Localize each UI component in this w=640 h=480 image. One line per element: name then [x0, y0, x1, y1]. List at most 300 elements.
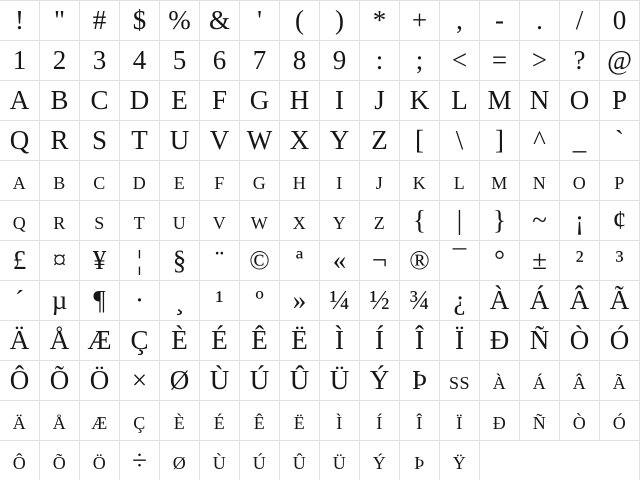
character-cell[interactable] — [400, 321, 440, 361]
glyph: G — [252, 173, 267, 193]
glyph: À — [492, 373, 507, 393]
character-cell[interactable] — [320, 441, 360, 480]
glyph: Í — [375, 325, 384, 355]
character-cell[interactable] — [320, 1, 360, 41]
character-cell[interactable] — [600, 81, 640, 121]
glyph: © — [249, 245, 270, 275]
glyph: × — [131, 365, 148, 395]
character-cell[interactable] — [200, 121, 240, 161]
character-cell[interactable] — [200, 321, 240, 361]
glyph: À — [489, 285, 510, 315]
glyph: Ò — [572, 413, 587, 433]
character-cell[interactable] — [440, 401, 480, 441]
character-cell[interactable] — [440, 321, 480, 361]
character-cell[interactable] — [440, 241, 480, 281]
character-cell[interactable] — [400, 281, 440, 321]
character-cell[interactable] — [360, 401, 400, 441]
glyph: Ô — [12, 453, 27, 473]
character-cell[interactable] — [240, 161, 280, 201]
character-cell[interactable] — [360, 81, 400, 121]
empty-cells-region — [480, 441, 640, 480]
glyph: Y — [329, 125, 350, 155]
glyph: H — [292, 173, 307, 193]
character-cell[interactable] — [240, 241, 280, 281]
character-cell[interactable] — [80, 1, 120, 41]
glyph: Ð — [489, 325, 510, 355]
glyph: ° — [494, 245, 505, 275]
character-cell[interactable] — [240, 281, 280, 321]
character-cell[interactable] — [160, 321, 200, 361]
glyph: Ï — [455, 325, 464, 355]
character-cell[interactable] — [600, 201, 640, 241]
character-cell[interactable] — [480, 401, 520, 441]
glyph: _ — [572, 125, 587, 155]
character-cell[interactable] — [280, 41, 320, 81]
character-cell[interactable] — [360, 241, 400, 281]
glyph: Ü — [329, 365, 350, 395]
character-cell[interactable] — [560, 41, 600, 81]
character-cell[interactable] — [0, 121, 40, 161]
character-cell[interactable] — [560, 361, 600, 401]
character-cell[interactable] — [480, 241, 520, 281]
glyph: B — [53, 173, 66, 193]
character-cell[interactable] — [240, 321, 280, 361]
glyph: E — [173, 173, 186, 193]
glyph: A — [12, 173, 27, 193]
character-cell[interactable] — [160, 81, 200, 121]
glyph: O — [569, 85, 590, 115]
character-cell[interactable] — [560, 281, 600, 321]
glyph: Þ — [414, 453, 425, 473]
glyph: SS — [448, 373, 471, 393]
glyph: 3 — [92, 45, 107, 75]
character-cell[interactable] — [240, 441, 280, 480]
character-cell[interactable] — [40, 441, 80, 480]
glyph: ² — [575, 245, 584, 275]
character-cell[interactable] — [160, 41, 200, 81]
glyph: ? — [573, 45, 586, 75]
character-cell[interactable] — [160, 361, 200, 401]
glyph: ¿ — [453, 285, 466, 315]
character-cell[interactable] — [80, 201, 120, 241]
character-cell[interactable] — [400, 241, 440, 281]
glyph: Á — [529, 285, 550, 315]
character-cell[interactable] — [120, 401, 160, 441]
glyph: X — [292, 213, 307, 233]
glyph: ³ — [615, 245, 624, 275]
glyph: È — [173, 413, 186, 433]
glyph: Å — [49, 325, 70, 355]
character-cell[interactable] — [360, 41, 400, 81]
character-cell[interactable] — [480, 1, 520, 41]
character-cell[interactable] — [240, 41, 280, 81]
character-cell[interactable] — [0, 401, 40, 441]
character-cell[interactable] — [0, 41, 40, 81]
character-cell[interactable] — [120, 241, 160, 281]
glyph: 8 — [292, 45, 307, 75]
glyph: U — [169, 125, 190, 155]
character-cell[interactable] — [40, 241, 80, 281]
character-cell[interactable] — [80, 321, 120, 361]
glyph: Y — [332, 213, 347, 233]
character-cell[interactable] — [480, 281, 520, 321]
character-cell[interactable] — [520, 361, 560, 401]
character-cell[interactable] — [200, 81, 240, 121]
glyph: K — [409, 85, 430, 115]
glyph: Ä — [12, 413, 27, 433]
glyph: G — [249, 85, 270, 115]
character-cell[interactable] — [400, 201, 440, 241]
character-cell[interactable] — [80, 361, 120, 401]
character-cell[interactable] — [160, 441, 200, 480]
character-cell[interactable] — [320, 81, 360, 121]
glyph: D — [129, 85, 150, 115]
character-cell[interactable] — [600, 41, 640, 81]
glyph: Ý — [369, 365, 390, 395]
character-cell[interactable] — [280, 161, 320, 201]
glyph: 6 — [212, 45, 227, 75]
character-cell[interactable] — [600, 401, 640, 441]
character-cell[interactable] — [560, 161, 600, 201]
character-cell[interactable] — [520, 161, 560, 201]
character-cell[interactable] — [320, 361, 360, 401]
glyph: Ï — [456, 413, 463, 433]
character-cell[interactable] — [360, 441, 400, 480]
character-cell[interactable] — [480, 121, 520, 161]
glyph: µ — [51, 285, 68, 315]
character-cell[interactable] — [200, 161, 240, 201]
glyph: ; — [415, 45, 424, 75]
character-cell[interactable] — [480, 361, 520, 401]
glyph: Ñ — [532, 413, 547, 433]
character-cell[interactable] — [560, 321, 600, 361]
glyph: Ò — [569, 325, 590, 355]
glyph: W — [246, 125, 273, 155]
character-cell[interactable] — [560, 401, 600, 441]
character-cell[interactable] — [200, 1, 240, 41]
character-cell[interactable] — [240, 401, 280, 441]
character-cell[interactable] — [160, 121, 200, 161]
character-cell[interactable] — [0, 1, 40, 41]
glyph: C — [90, 85, 109, 115]
character-cell[interactable] — [0, 281, 40, 321]
character-cell[interactable] — [280, 401, 320, 441]
character-cell[interactable] — [400, 81, 440, 121]
glyph: Ê — [253, 413, 266, 433]
character-cell[interactable] — [360, 281, 400, 321]
character-cell[interactable] — [480, 41, 520, 81]
character-cell[interactable] — [320, 401, 360, 441]
character-cell[interactable] — [600, 161, 640, 201]
character-cell[interactable] — [600, 361, 640, 401]
glyph: / — [575, 5, 584, 35]
glyph: R — [50, 125, 69, 155]
character-cell[interactable] — [520, 1, 560, 41]
character-cell[interactable] — [560, 241, 600, 281]
character-cell[interactable] — [240, 1, 280, 41]
character-cell[interactable] — [160, 281, 200, 321]
character-cell[interactable] — [80, 121, 120, 161]
character-cell[interactable] — [40, 401, 80, 441]
character-cell[interactable] — [200, 401, 240, 441]
character-cell[interactable] — [280, 1, 320, 41]
glyph: ^ — [533, 125, 546, 155]
glyph: U — [172, 213, 187, 233]
glyph: Ü — [332, 453, 347, 473]
glyph: V — [212, 213, 227, 233]
character-cell[interactable] — [120, 321, 160, 361]
glyph: J — [375, 173, 384, 193]
character-cell[interactable] — [160, 161, 200, 201]
glyph: ¦ — [136, 245, 143, 275]
character-cell[interactable] — [120, 441, 160, 480]
glyph: Ù — [212, 453, 227, 473]
character-cell[interactable] — [240, 121, 280, 161]
character-cell[interactable] — [80, 241, 120, 281]
glyph: Ê — [251, 325, 268, 355]
character-cell[interactable] — [120, 281, 160, 321]
glyph: · — [135, 285, 144, 315]
glyph: | — [456, 205, 463, 235]
glyph: ¤ — [52, 245, 67, 275]
character-cell[interactable] — [560, 201, 600, 241]
glyph: ¯ — [452, 245, 467, 275]
glyph: F — [214, 173, 225, 193]
glyph: " — [53, 5, 66, 35]
character-cell[interactable] — [600, 321, 640, 361]
character-cell[interactable] — [40, 81, 80, 121]
character-cell[interactable] — [520, 201, 560, 241]
character-cell[interactable] — [80, 281, 120, 321]
glyph: R — [53, 213, 66, 233]
character-cell[interactable] — [0, 81, 40, 121]
character-cell[interactable] — [240, 81, 280, 121]
character-cell[interactable] — [280, 281, 320, 321]
character-cell[interactable] — [520, 41, 560, 81]
glyph: L — [453, 173, 466, 193]
glyph: ÷ — [132, 445, 147, 475]
character-cell[interactable] — [160, 401, 200, 441]
character-cell[interactable] — [320, 241, 360, 281]
character-cell[interactable] — [120, 121, 160, 161]
character-cell[interactable] — [520, 281, 560, 321]
character-cell[interactable] — [240, 361, 280, 401]
character-cell[interactable] — [120, 361, 160, 401]
character-cell[interactable] — [0, 441, 40, 480]
character-cell[interactable] — [560, 81, 600, 121]
glyph: D — [132, 173, 147, 193]
glyph: ¶ — [93, 285, 106, 315]
character-cell[interactable] — [520, 121, 560, 161]
glyph: S — [91, 125, 108, 155]
character-cell[interactable] — [200, 41, 240, 81]
glyph: ¢ — [612, 205, 627, 235]
character-cell[interactable] — [440, 41, 480, 81]
glyph: I — [335, 85, 344, 115]
character-cell[interactable] — [520, 81, 560, 121]
character-cell[interactable] — [200, 441, 240, 480]
glyph: J — [374, 85, 385, 115]
glyph: Å — [52, 413, 67, 433]
glyph: Õ — [49, 365, 70, 395]
character-cell[interactable] — [0, 321, 40, 361]
character-cell[interactable] — [600, 281, 640, 321]
character-cell[interactable] — [40, 281, 80, 321]
character-cell[interactable] — [360, 201, 400, 241]
character-cell[interactable] — [400, 441, 440, 480]
glyph: Ó — [609, 325, 630, 355]
character-cell[interactable] — [480, 321, 520, 361]
glyph: % — [168, 5, 191, 35]
character-cell[interactable] — [440, 1, 480, 41]
character-cell[interactable] — [360, 321, 400, 361]
glyph: @ — [607, 45, 632, 75]
character-cell[interactable] — [0, 161, 40, 201]
glyph: P — [611, 85, 628, 115]
character-cell[interactable] — [40, 361, 80, 401]
character-cell[interactable] — [360, 121, 400, 161]
character-cell[interactable] — [120, 201, 160, 241]
glyph: Õ — [52, 453, 67, 473]
character-cell[interactable] — [40, 201, 80, 241]
glyph: « — [332, 245, 347, 275]
character-cell[interactable] — [120, 41, 160, 81]
glyph: Ô — [9, 365, 30, 395]
character-cell[interactable] — [400, 161, 440, 201]
character-cell[interactable] — [600, 121, 640, 161]
character-cell[interactable] — [360, 361, 400, 401]
character-cell[interactable] — [480, 161, 520, 201]
character-cell[interactable] — [160, 1, 200, 41]
character-cell[interactable] — [320, 321, 360, 361]
glyph: Z — [371, 125, 388, 155]
character-cell[interactable] — [520, 401, 560, 441]
character-cell[interactable] — [600, 241, 640, 281]
character-cell[interactable] — [40, 161, 80, 201]
character-cell[interactable] — [320, 201, 360, 241]
glyph: ( — [295, 5, 304, 35]
glyph: { — [413, 205, 426, 235]
glyph: Ë — [293, 413, 306, 433]
character-cell[interactable] — [520, 321, 560, 361]
character-cell[interactable] — [80, 161, 120, 201]
character-cell[interactable] — [280, 321, 320, 361]
glyph: Ð — [492, 413, 507, 433]
glyph: N — [532, 173, 547, 193]
character-cell[interactable] — [0, 241, 40, 281]
glyph: É — [213, 413, 226, 433]
character-cell[interactable] — [440, 281, 480, 321]
character-cell[interactable] — [280, 201, 320, 241]
character-cell[interactable] — [40, 321, 80, 361]
glyph: Ö — [89, 365, 110, 395]
character-cell[interactable] — [280, 441, 320, 480]
character-cell[interactable] — [560, 1, 600, 41]
glyph: X — [289, 125, 310, 155]
glyph: F — [211, 85, 228, 115]
character-cell[interactable] — [440, 361, 480, 401]
character-cell[interactable] — [40, 1, 80, 41]
glyph: Q — [9, 125, 30, 155]
character-cell[interactable] — [440, 81, 480, 121]
character-cell[interactable] — [200, 361, 240, 401]
character-cell[interactable] — [440, 121, 480, 161]
character-cell[interactable] — [80, 81, 120, 121]
character-cell[interactable] — [320, 41, 360, 81]
glyph: O — [572, 173, 587, 193]
character-cell[interactable] — [80, 441, 120, 480]
character-cell[interactable] — [400, 401, 440, 441]
character-cell[interactable] — [400, 41, 440, 81]
glyph: Ë — [291, 325, 308, 355]
glyph: \ — [455, 125, 464, 155]
character-cell[interactable] — [560, 121, 600, 161]
character-cell[interactable] — [0, 201, 40, 241]
character-cell[interactable] — [400, 361, 440, 401]
glyph: Û — [289, 365, 310, 395]
glyph: * — [372, 5, 387, 35]
glyph: # — [92, 5, 107, 35]
character-cell[interactable] — [480, 201, 520, 241]
glyph: º — [255, 285, 264, 315]
character-cell[interactable] — [0, 361, 40, 401]
character-cell[interactable] — [280, 361, 320, 401]
glyph: Î — [416, 413, 423, 433]
character-cell[interactable] — [40, 41, 80, 81]
glyph: ¼ — [329, 285, 350, 315]
character-cell[interactable] — [80, 41, 120, 81]
character-cell[interactable] — [200, 281, 240, 321]
character-cell[interactable] — [200, 201, 240, 241]
character-cell[interactable] — [360, 161, 400, 201]
character-cell[interactable] — [280, 241, 320, 281]
character-cell[interactable] — [600, 1, 640, 41]
glyph: Ì — [335, 325, 344, 355]
character-cell[interactable] — [400, 121, 440, 161]
character-cell[interactable] — [280, 121, 320, 161]
glyph: ¥ — [92, 245, 107, 275]
character-cell[interactable] — [320, 161, 360, 201]
glyph: ¨ — [215, 245, 224, 275]
character-cell[interactable] — [400, 1, 440, 41]
character-cell[interactable] — [80, 401, 120, 441]
character-cell[interactable] — [440, 441, 480, 480]
character-cell[interactable] — [320, 281, 360, 321]
character-cell[interactable] — [320, 121, 360, 161]
character-cell[interactable] — [120, 1, 160, 41]
character-cell[interactable] — [280, 81, 320, 121]
character-cell[interactable] — [120, 81, 160, 121]
glyph: ! — [15, 5, 24, 35]
character-cell[interactable] — [440, 201, 480, 241]
character-cell[interactable] — [160, 241, 200, 281]
character-cell[interactable] — [480, 81, 520, 121]
character-cell[interactable] — [40, 121, 80, 161]
character-cell[interactable] — [360, 1, 400, 41]
glyph: M — [491, 173, 508, 193]
character-cell[interactable] — [520, 241, 560, 281]
glyph: É — [211, 325, 228, 355]
glyph: , — [456, 5, 463, 35]
glyph: Ú — [249, 365, 270, 395]
character-cell[interactable] — [240, 201, 280, 241]
character-cell[interactable] — [120, 161, 160, 201]
character-cell[interactable] — [160, 201, 200, 241]
glyph: Â — [569, 285, 590, 315]
character-cell[interactable] — [440, 161, 480, 201]
glyph: 7 — [252, 45, 267, 75]
character-cell[interactable] — [200, 241, 240, 281]
